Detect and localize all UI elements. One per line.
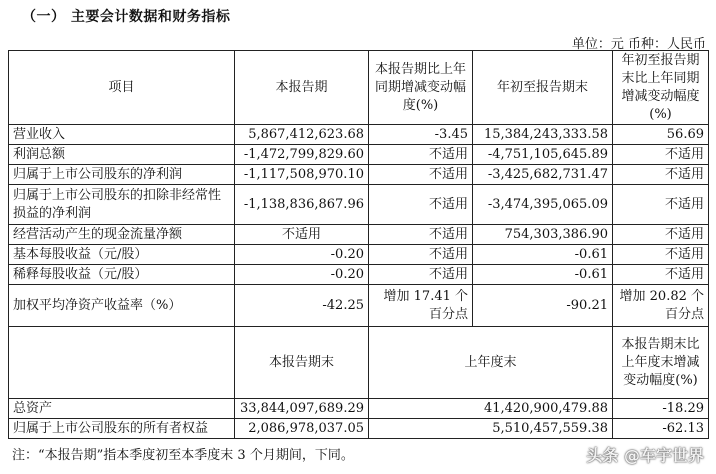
table-row: [9, 225, 709, 245]
row-ytd-yoy: 56.69: [613, 125, 709, 145]
footnote: 注：“本报告期”指本季度初至本季度末 3 个月期间，下同。: [12, 448, 354, 463]
row-ytd: -0.61: [473, 265, 613, 285]
header-period-end: 本报告期末: [235, 327, 369, 399]
header-period-change: 本报告期末比上年度末增减变动幅度(%): [613, 327, 709, 399]
row-ytd-yoy: 不适用: [613, 245, 709, 265]
table-row: [9, 399, 709, 419]
row-change: -18.29: [613, 399, 709, 419]
subheader-blank: [9, 327, 235, 399]
row-last-year-end: 41,420,900,479.88: [369, 399, 613, 419]
table-row: [9, 185, 709, 225]
row-ytd-yoy: 不适用: [613, 185, 709, 225]
section-heading: （一） 主要会计数据和财务指标: [22, 9, 231, 25]
row-item: 稀释每股收益（元/股）: [9, 265, 235, 285]
row-item: 归属于上市公司股东的所有者权益: [9, 419, 235, 439]
row-last-year-end: 5,510,457,559.38: [369, 419, 613, 439]
row-ytd: -0.61: [473, 245, 613, 265]
watermark: 头条 @车宇世界: [586, 446, 704, 465]
row-ytd: 15,384,243,333.58: [473, 125, 613, 145]
table-row: [9, 145, 709, 165]
table-row: [9, 165, 709, 185]
header-current-period: 本报告期: [235, 51, 369, 125]
row-period-end: 33,844,097,689.29: [235, 399, 369, 419]
row-yoy: 增加 17.41 个百分点: [369, 285, 473, 327]
table-row: [9, 245, 709, 265]
table-row: [9, 419, 709, 439]
row-current: -1,117,508,970.10: [235, 165, 369, 185]
header-ytd: 年初至报告期末: [473, 51, 613, 125]
row-period-end: 2,086,978,037.05: [235, 419, 369, 439]
header-last-year-end: 上年度末: [369, 327, 613, 399]
row-yoy: 不适用: [369, 165, 473, 185]
row-ytd-yoy: 增加 20.82 个百分点: [613, 285, 709, 327]
table-row: [9, 285, 709, 327]
row-yoy: 不适用: [369, 145, 473, 165]
table-subheader-row: [9, 327, 709, 399]
row-item: 基本每股收益（元/股）: [9, 245, 235, 265]
row-item: 归属于上市公司股东的净利润: [9, 165, 235, 185]
row-ytd: -90.21: [473, 285, 613, 327]
row-yoy: 不适用: [369, 225, 473, 245]
row-item: 营业收入: [9, 125, 235, 145]
header-item: 项目: [9, 51, 235, 125]
row-ytd: -3,474,395,065.09: [473, 185, 613, 225]
row-ytd: -4,751,105,645.89: [473, 145, 613, 165]
row-current: -1,138,836,867.96: [235, 185, 369, 225]
table-row: [9, 265, 709, 285]
row-yoy: 不适用: [369, 265, 473, 285]
row-current: -42.25: [235, 285, 369, 327]
header-yoy-change: 本报告期比上年同期增减变动幅度(%): [369, 51, 473, 125]
row-ytd-yoy: 不适用: [613, 165, 709, 185]
row-ytd-yoy: 不适用: [613, 265, 709, 285]
row-ytd-yoy: 不适用: [613, 225, 709, 245]
unit-currency-line: 单位：元 币种：人民币: [571, 37, 706, 52]
row-ytd: 754,303,386.90: [473, 225, 613, 245]
row-change: -62.13: [613, 419, 709, 439]
row-item: 总资产: [9, 399, 235, 419]
row-current: -0.20: [235, 265, 369, 285]
row-item: 利润总额: [9, 145, 235, 165]
row-item: 归属于上市公司股东的扣除非经常性损益的净利润: [9, 185, 235, 225]
row-item: 加权平均净资产收益率（%）: [9, 285, 235, 327]
row-yoy: 不适用: [369, 245, 473, 265]
row-item: 经营活动产生的现金流量净额: [9, 225, 235, 245]
row-yoy: -3.45: [369, 125, 473, 145]
table-row: [9, 125, 709, 145]
row-current: 5,867,412,623.68: [235, 125, 369, 145]
row-current: 不适用: [235, 225, 369, 245]
row-ytd-yoy: 不适用: [613, 145, 709, 165]
table-header-row: [9, 51, 709, 125]
financial-indicators-table: [8, 50, 709, 439]
row-ytd: -3,425,682,731.47: [473, 165, 613, 185]
header-ytd-yoy-change: 年初至报告期末比上年同期增减变动幅度(%): [613, 51, 709, 125]
row-current: -1,472,799,829.60: [235, 145, 369, 165]
row-yoy: 不适用: [369, 185, 473, 225]
row-current: -0.20: [235, 245, 369, 265]
